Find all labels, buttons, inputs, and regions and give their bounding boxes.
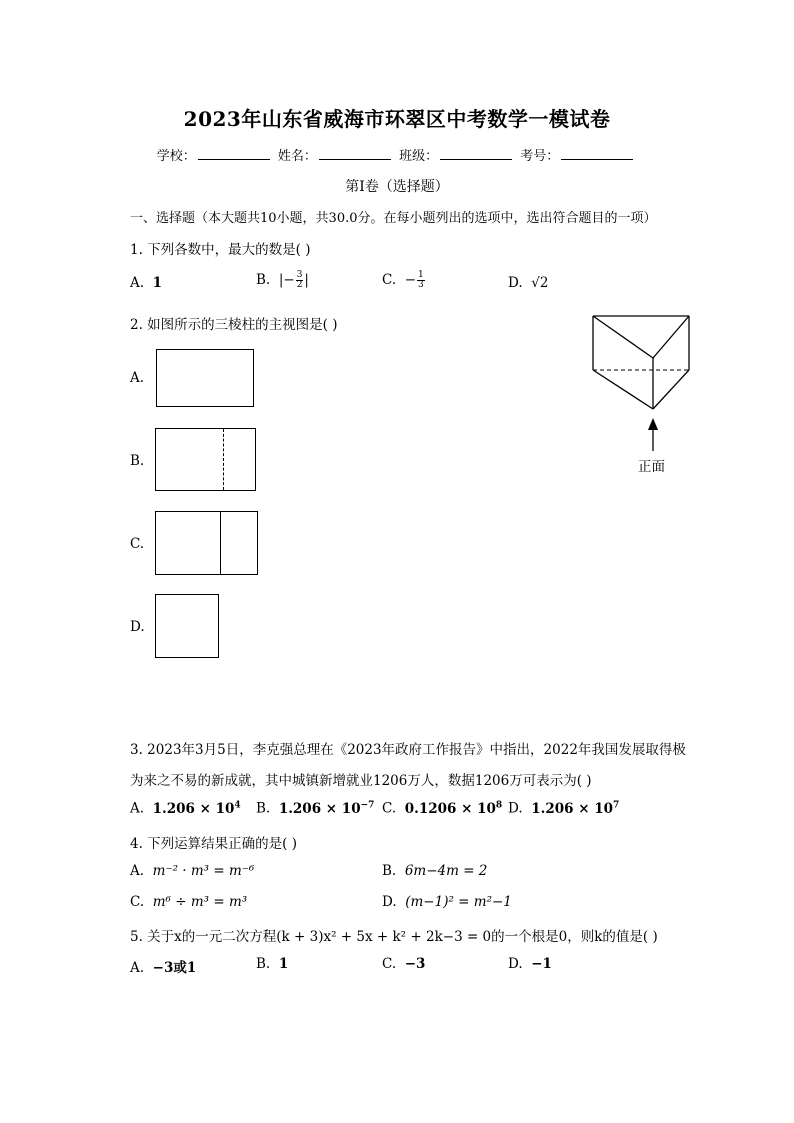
question-1-stem: 1. 下列各数中，最大的数是( ) [130, 242, 311, 258]
q3-option-a [130, 800, 241, 817]
q1-option-d [508, 275, 548, 291]
question-5-stem: 5. 关于x的一元二次方程(k + 3)x² + 5x + k² + 2k−3 = 0的一个根是0，则k的值是( ) [130, 929, 658, 945]
q5-c-label: C. [382, 956, 397, 972]
q3-c-exponent: 8 [495, 800, 503, 810]
q1-option-b [256, 271, 309, 290]
school-blank [198, 147, 270, 160]
prism-bottom-left-edge [593, 370, 653, 409]
q2-d-label: D. [130, 619, 145, 635]
q5-b-label: B. [256, 956, 271, 972]
prism-bottom-right-edge [653, 370, 689, 409]
q1-c-pre: − [404, 272, 417, 288]
section-heading: 一、选择题（本大题共10小题，共30.0分。在每小题列出的选项中，选出符合题目的一项） [130, 211, 657, 226]
q5-b-value: 1 [278, 956, 289, 972]
q5-option-c [382, 956, 425, 972]
q3-d-base: 1.206 × 10 [531, 800, 614, 817]
q3-option-d [508, 800, 619, 817]
q3-a-base: 1.206 × 10 [152, 800, 235, 817]
school-label: 学校： [156, 149, 196, 164]
q5-a-label: A. [130, 960, 145, 976]
q2-option-a-rectangle [156, 349, 254, 407]
q3-b-base: 1.206 × 10 [278, 800, 361, 817]
q1-option-c [382, 271, 426, 290]
q1-b-numerator: 3 [296, 270, 303, 280]
question-4-stem: 4. 下列运算结果正确的是( ) [130, 836, 297, 852]
q2-c-label: C. [130, 536, 145, 552]
question-2-stem: 2. 如图所示的三棱柱的主视图是( ) [130, 317, 338, 333]
front-arrow-icon [648, 418, 658, 430]
q1-b-denominator: 2 [296, 280, 303, 290]
prism-top-left-edge [593, 316, 653, 358]
q2-option-b-rectangle [155, 428, 256, 491]
q4-d-label: D. [382, 894, 397, 910]
page-title: 2023年山东省威海市环翠区中考数学一模试卷 [183, 107, 611, 131]
q3-c-label: C. [382, 800, 397, 817]
q4-c-label: C. [130, 894, 145, 910]
q3-option-b [256, 800, 374, 817]
q4-option-a [130, 863, 254, 879]
triangular-prism-figure [585, 308, 700, 478]
q4-c-value: m⁶ ÷ m³ = m³ [152, 894, 248, 910]
q5-option-d [508, 956, 552, 972]
q3-a-exponent: 4 [234, 800, 241, 810]
q2-option-d-square [155, 594, 219, 658]
q4-a-label: A. [130, 863, 145, 879]
q4-option-d [382, 894, 512, 910]
class-blank [440, 147, 512, 160]
q4-b-label: B. [382, 863, 397, 879]
q3-c-base: 0.1206 × 10 [404, 800, 496, 817]
q4-b-value: 6m−4m = 2 [404, 863, 488, 879]
name-label: 姓名： [277, 149, 317, 164]
exam-no-label: 考号： [520, 149, 560, 164]
front-view-label: 正面 [638, 459, 665, 475]
q1-c-numerator: 1 [418, 270, 424, 280]
q1-b-fraction [296, 271, 304, 290]
q4-d-value: (m−1)² = m²−1 [405, 894, 512, 910]
q5-d-value: −1 [531, 956, 552, 972]
q2-option-b-dashed-line [223, 429, 224, 490]
q1-b-label: B. [256, 272, 271, 288]
student-info-line [0, 145, 794, 164]
q1-c-fraction [417, 271, 425, 290]
question-3-line-1: 3. 2023年3月5日，李克强总理在《2023年政府工作报告》中指出，2022年我国发展取得极 [130, 742, 686, 758]
q1-a-value: 1 [152, 275, 163, 291]
exam-no-blank [561, 147, 633, 160]
q1-option-a [130, 275, 162, 291]
q2-b-label: B. [130, 453, 145, 469]
q4-option-c [130, 894, 247, 910]
q1-c-label: C. [382, 272, 397, 288]
q4-a-value: m⁻² · m³ = m⁻⁶ [152, 863, 255, 879]
q3-d-exponent: 7 [613, 800, 620, 810]
q5-option-a [130, 956, 196, 976]
q1-b-post: | [304, 272, 309, 288]
q1-d-value: √2 [531, 275, 549, 291]
q3-b-label: B. [256, 800, 271, 817]
q5-a-value: −3或1 [152, 960, 197, 976]
q2-option-c-rectangle [155, 511, 258, 575]
q2-option-c-solid-line [220, 512, 221, 574]
q1-c-denominator: 3 [418, 280, 424, 290]
q3-b-exponent: −7 [360, 800, 375, 810]
q4-option-b [382, 863, 487, 879]
class-label: 班级： [399, 149, 439, 164]
q1-a-label: A. [130, 275, 145, 291]
q5-d-label: D. [508, 956, 523, 972]
q3-option-c [382, 800, 502, 817]
q2-a-label: A. [130, 370, 145, 386]
q1-b-pre: |− [278, 272, 295, 288]
volume-heading: 第Ⅰ卷（选择题） [345, 179, 449, 195]
q5-c-value: −3 [404, 956, 426, 972]
question-3-line-2: 为来之不易的新成就，其中城镇新增就业1206万人，数据1206万可表示为( ) [130, 773, 592, 789]
q1-d-label: D. [508, 275, 523, 291]
prism-top-right-edge [653, 316, 689, 358]
q3-a-label: A. [130, 800, 145, 817]
q5-option-b [256, 956, 288, 972]
q3-d-label: D. [508, 800, 523, 817]
name-blank [319, 147, 391, 160]
